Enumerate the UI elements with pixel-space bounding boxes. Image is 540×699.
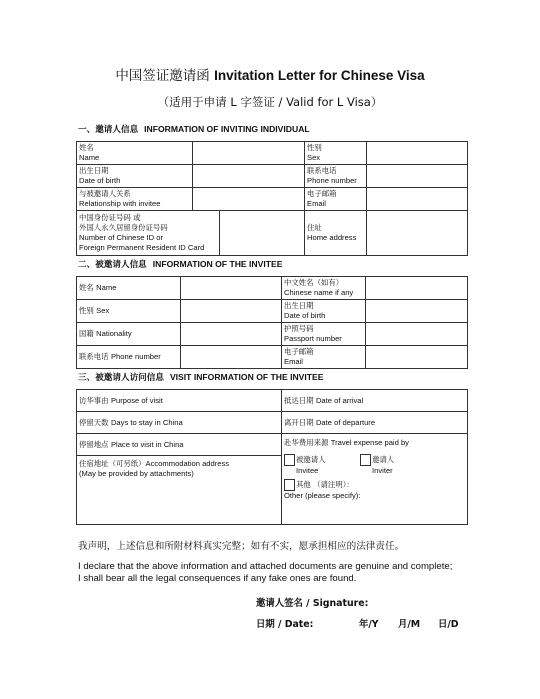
declaration-en xyxy=(78,561,488,585)
inviter-address-label xyxy=(305,211,367,256)
inviter-email-label-en: Email xyxy=(307,199,326,208)
invitee-cname-label-en: Chinese name if any xyxy=(284,288,354,297)
section2-heading xyxy=(78,258,282,270)
inviter-checkbox[interactable] xyxy=(360,454,371,466)
invitee-phone-label-en: Phone number xyxy=(110,352,161,361)
inviter-name-label-en: Name xyxy=(79,153,100,162)
inviter-relation-field[interactable] xyxy=(193,188,305,211)
invitee-sex-label-en: Sex xyxy=(96,306,110,315)
inviter-sex-label xyxy=(305,142,367,165)
inviter-name-label-cn: 姓名 xyxy=(79,143,94,152)
inviter-dob-label-cn: 出生日期 xyxy=(79,166,109,175)
inviter-address-field[interactable] xyxy=(367,211,468,256)
purpose-cell[interactable] xyxy=(77,390,282,412)
expense-label-cn: 赴华费用来源 xyxy=(284,438,329,447)
invitee-sex-label-cn: 性别 xyxy=(79,306,94,315)
days-cell[interactable] xyxy=(77,412,282,434)
arrival-label-en: Date of arrival xyxy=(315,395,364,405)
inviter-sex-label-en: Sex xyxy=(307,153,321,162)
invitee-nationality-field[interactable] xyxy=(181,323,282,346)
invitee-cname-field[interactable] xyxy=(366,277,468,300)
inviter-dob-label xyxy=(77,165,193,188)
section1-heading xyxy=(78,123,310,135)
inviter-address-label-cn: 住址 xyxy=(307,223,322,232)
other-checkbox[interactable] xyxy=(284,479,295,491)
invitee-email-label-en: Email xyxy=(284,357,303,366)
option-inviter[interactable] xyxy=(360,454,394,476)
departure-label-en: Date of departure xyxy=(315,417,376,427)
invitee-checkbox[interactable] xyxy=(284,454,295,466)
inviter-dob-label-en: Date of birth xyxy=(79,176,121,185)
invitee-passport-label-cn: 护照号码 xyxy=(284,324,314,333)
inviter-name-field[interactable] xyxy=(193,142,305,165)
title-cn: 中国签证邀请函 xyxy=(115,68,210,84)
other-option-en: Other (please specify): xyxy=(284,491,361,500)
date-day: 日/D xyxy=(438,619,459,630)
section1-heading-en: INFORMATION OF INVITING INDIVIDUAL xyxy=(144,124,310,134)
invitee-option-en: Invitee xyxy=(296,466,319,475)
date-label: 日期 / Date: xyxy=(256,619,314,630)
inviter-email-label xyxy=(305,188,367,211)
inviter-relation-label xyxy=(77,188,193,211)
invitee-dob-label xyxy=(282,300,366,323)
title-en: Invitation Letter for Chinese Visa xyxy=(214,68,425,83)
invitee-passport-field[interactable] xyxy=(366,323,468,346)
inviter-sex-field[interactable] xyxy=(367,142,468,165)
days-label-en: Days to stay in China xyxy=(110,417,183,427)
accom-label-cn: 住宿地址（可另纸） xyxy=(79,459,146,468)
invitee-name-label-en: Name xyxy=(96,283,117,292)
inviter-sex-label-cn: 性别 xyxy=(307,143,322,152)
invitee-cname-label xyxy=(282,277,366,300)
section2-heading-cn: 二、被邀请人信息 xyxy=(78,260,147,270)
invitee-sex-label xyxy=(77,300,181,323)
invitee-phone-label xyxy=(77,346,181,369)
inviter-phone-label xyxy=(305,165,367,188)
invitee-phone-field[interactable] xyxy=(181,346,282,369)
declaration-en-line2: I shall bear all the legal consequences if any fake ones are found. xyxy=(78,573,357,584)
section1-heading-cn: 一、邀请人信息 xyxy=(78,125,139,135)
invitee-passport-label xyxy=(282,323,366,346)
inviter-name-label xyxy=(77,142,193,165)
section3-heading xyxy=(78,371,324,383)
expense-label-en: Travel expense paid by xyxy=(330,438,409,447)
inviter-phone-label-cn: 联系电话 xyxy=(307,166,337,175)
invitee-email-label-cn: 电子邮箱 xyxy=(284,347,314,356)
option-invitee[interactable] xyxy=(284,454,360,476)
inviter-relation-label-en: Relationship with invitee xyxy=(79,199,161,208)
place-label-en: Place to visit in China xyxy=(110,439,184,449)
section3-heading-en: VISIT INFORMATION OF THE INVITEE xyxy=(169,372,324,382)
visit-table xyxy=(76,389,468,525)
accom-note: (May be provided by attachments) xyxy=(79,469,194,478)
invitee-sex-field[interactable] xyxy=(181,300,282,323)
purpose-label-en: Purpose of visit xyxy=(110,395,163,405)
page-title xyxy=(0,64,540,84)
days-label-cn: 停留天数 xyxy=(79,417,109,427)
invitee-phone-label-cn: 联系电话 xyxy=(79,352,109,361)
accom-label-en: Accommodation address xyxy=(145,459,230,468)
place-label-cn: 停留地点 xyxy=(79,439,109,449)
accommodation-cell[interactable] xyxy=(77,456,282,525)
inviter-id-label-cn1: 中国身份证号码 或 xyxy=(79,213,141,222)
inviter-dob-field[interactable] xyxy=(193,165,305,188)
inviter-relation-label-cn: 与被邀请人关系 xyxy=(79,189,131,198)
inviter-id-label-en1: Number of Chinese ID or xyxy=(79,233,163,242)
inviter-email-label-cn: 电子邮箱 xyxy=(307,189,337,198)
departure-label-cn: 离开日期 xyxy=(284,417,314,427)
invitee-table xyxy=(76,276,468,369)
date-year: 年/Y xyxy=(359,619,379,630)
inviter-option-en: Inviter xyxy=(372,466,393,475)
inviter-id-label xyxy=(77,211,220,256)
inviter-option-cn: 邀请人 xyxy=(372,455,395,464)
invitee-dob-field[interactable] xyxy=(366,300,468,323)
declaration-en-line1: I declare that the above information and attached documents are genuine and complete; xyxy=(78,561,453,572)
other-option-cn: 其他 （请注明）： xyxy=(296,480,354,489)
section3-heading-cn: 三、被邀请人访问信息 xyxy=(78,373,164,383)
inviter-id-field[interactable] xyxy=(220,211,305,256)
signature-label: 邀请人签名 / Signature: xyxy=(256,598,369,609)
invitee-dob-label-en: Date of birth xyxy=(284,311,326,320)
invitee-name-label xyxy=(77,277,181,300)
inviter-phone-field[interactable] xyxy=(367,165,468,188)
arrival-cell[interactable] xyxy=(282,390,468,412)
arrival-label-cn: 抵达日期 xyxy=(284,395,314,405)
invitee-nationality-label xyxy=(77,323,181,346)
invitee-nationality-label-en: Nationality xyxy=(96,329,132,338)
invitee-option-cn: 被邀请人 xyxy=(296,455,326,464)
inviter-id-label-cn2: 外国人永久居留身份证号码 xyxy=(79,223,168,232)
place-cell[interactable] xyxy=(77,434,282,456)
invitee-email-field[interactable] xyxy=(366,346,468,369)
inviter-id-label-en2: Foreign Permanent Resident ID Card xyxy=(79,243,205,252)
invitee-email-label xyxy=(282,346,366,369)
invitee-nationality-label-cn: 国籍 xyxy=(79,329,94,338)
invitee-passport-label-en: Passport number xyxy=(284,334,342,343)
invitee-dob-label-cn: 出生日期 xyxy=(284,301,314,310)
departure-cell[interactable] xyxy=(282,412,468,434)
invitee-name-field[interactable] xyxy=(181,277,282,300)
inviter-phone-label-en: Phone number xyxy=(307,176,357,185)
invitee-name-label-cn: 姓名 xyxy=(79,283,94,292)
invitee-cname-label-cn: 中文姓名（如有） xyxy=(284,278,344,287)
declaration-cn: 我声明，上述信息和所附材料真实完整；如有不实，愿承担相应的法律责任。 xyxy=(78,541,405,552)
inviter-address-label-en: Home address xyxy=(307,233,357,242)
inviter-table xyxy=(76,141,468,256)
date-month: 月/M xyxy=(398,619,421,630)
expense-cell xyxy=(282,434,468,525)
page-subtitle: （适用于申请 L 字签证 / Valid for L Visa） xyxy=(157,95,383,109)
section2-heading-en: INFORMATION OF THE INVITEE xyxy=(152,259,283,269)
purpose-label-cn: 访华事由 xyxy=(79,395,109,405)
option-other[interactable] xyxy=(284,479,465,501)
inviter-email-field[interactable] xyxy=(367,188,468,211)
